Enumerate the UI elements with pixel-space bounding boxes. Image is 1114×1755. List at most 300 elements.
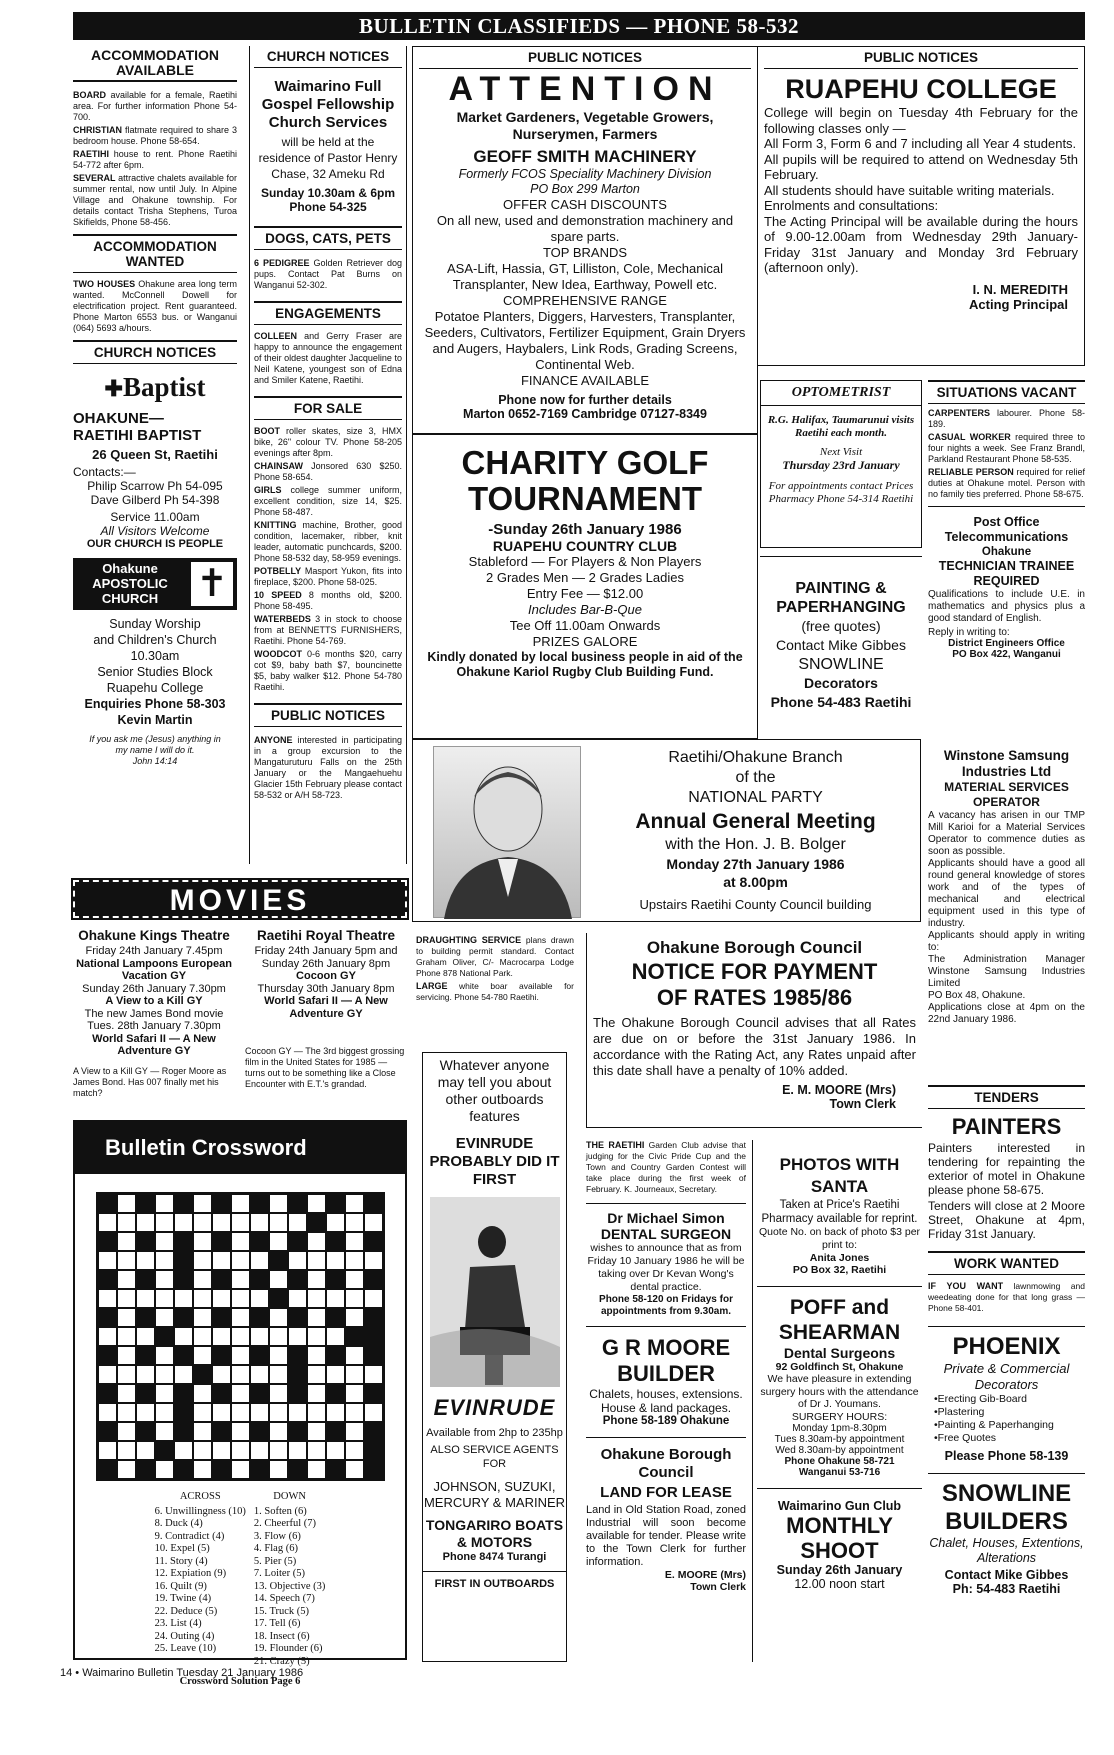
- crossword-block: [364, 1384, 383, 1403]
- crossword-cell[interactable]: [193, 1213, 212, 1232]
- classified-ad: GIRLS college summer uniform, excellent condition, size 14, $25. Phone 58-487.: [254, 485, 402, 517]
- painting-ad: PAINTING & PAPERHANGING (free quotes) Contact Mike Gibbes SNOWLINE Decorators Phone 54-483 Raetihi: [760, 556, 922, 726]
- crossword-block: [364, 1346, 383, 1365]
- dentist-ad: Dr Michael Simon DENTAL SURGEON wishes to announce that as from Friday 10 January 1986 he will be taking over Dr Kevan Wong's dental practice. Phone 58-120 on Fridays for appointments from 9.30am.: [586, 1203, 746, 1318]
- crossword-cell[interactable]: [136, 1403, 155, 1422]
- crossword-block: [288, 1460, 307, 1479]
- crossword-block: [155, 1441, 174, 1460]
- crossword-block: [326, 1422, 345, 1441]
- crossword-block: [155, 1327, 174, 1346]
- crossword-cell[interactable]: [117, 1308, 136, 1327]
- crossword-cell[interactable]: [98, 1365, 117, 1384]
- crossword-block: [136, 1308, 155, 1327]
- crossword-cell[interactable]: [155, 1194, 174, 1213]
- crossword-block: [193, 1365, 212, 1384]
- engagements-header: ENGAGEMENTS: [254, 301, 402, 325]
- crossword-cell[interactable]: [345, 1365, 364, 1384]
- crossword-cell[interactable]: [345, 1232, 364, 1251]
- crossword-block: [250, 1346, 269, 1365]
- crossword-block: [326, 1194, 345, 1213]
- down-clue: 14. Speech (7): [253, 1593, 315, 1604]
- crossword-cell[interactable]: [231, 1384, 250, 1403]
- crossword-block: [364, 1270, 383, 1289]
- winstone-ad: Winstone Samsung Industries Ltd MATERIAL SERVICES OPERATOR A vacancy has arisen in our TMP Mill Karioi for a Material Services Operator to commence duties as soon as possible. Applicants should have a good all round general knowledge of stores work and of the types of mechanical and electrical equipment used in this type of industry. Applicants should apply in writing to: The Administration Manager Winstone Samsung Industries Limited PO Box 48, Ohakune. Applications close at 4pm on the 22nd January 1986.: [928, 748, 1085, 1025]
- down-clue: 18. Insect (6): [253, 1630, 310, 1642]
- classified-ad: WOODCOT 0-6 months $20, carry cot $9, baby bath $7, bouncinette $5, baby walker $12. Phone 54-780 Raetihi.: [254, 649, 402, 692]
- crossword-cell[interactable]: [117, 1327, 136, 1346]
- crossword-cell[interactable]: [98, 1403, 117, 1422]
- crossword-cell[interactable]: [231, 1232, 250, 1251]
- telecom-ad: Post Office Telecommunications Ohakune TECHNICIAN TRAINEE REQUIRED Qualifications to include U.E. in mathematics and physics plus a good standard of English. Reply in writing to: District Engineers Office PO Box 422, Wanganui: [928, 506, 1085, 660]
- crossword-cell[interactable]: [193, 1422, 212, 1441]
- crossword-block: [98, 1346, 117, 1365]
- crossword-cell[interactable]: [231, 1327, 250, 1346]
- for-sale-header: FOR SALE: [254, 396, 402, 420]
- crossword-block: [345, 1327, 364, 1346]
- crossword-block: [250, 1422, 269, 1441]
- crossword-cell[interactable]: [98, 1327, 117, 1346]
- evinrude-logo: EVINRUDE: [433, 1395, 556, 1420]
- crossword-block: [288, 1270, 307, 1289]
- crossword-block: [326, 1460, 345, 1479]
- crossword-block: [136, 1422, 155, 1441]
- classified-ad: BOOT roller skates, size 3, HMX bike, 26" colour TV. Phone 58-205 evenings after 8pm.: [254, 426, 402, 458]
- center-small-ads: [586, 1140, 746, 1662]
- crossword-cell[interactable]: [288, 1213, 307, 1232]
- crossword-cell[interactable]: [155, 1384, 174, 1403]
- classified-ad: TWO HOUSES Ohakune area long term wanted. McConnell Dowell for electrification project. Rent guaranteed. Phone Marton 6553 bus. or Wanganui (064) 5693 a/hours.: [73, 279, 237, 333]
- crossword-cell[interactable]: [117, 1194, 136, 1213]
- crossword-cell[interactable]: [326, 1289, 345, 1308]
- crossword-block: [326, 1270, 345, 1289]
- crossword-cell[interactable]: [307, 1308, 326, 1327]
- crossword-cell[interactable]: [212, 1365, 231, 1384]
- crossword-cell[interactable]: [288, 1403, 307, 1422]
- center-right-small-ads: [752, 1140, 922, 1662]
- classified-ad: KNITTING machine, Brother, good condition, lacemaker, ribber, knit leader, automatic punchcards, $200. Phone 58-532 day, 58-959 evenings.: [254, 520, 402, 563]
- crossword-block: [212, 1460, 231, 1479]
- crossword-cell[interactable]: [345, 1346, 364, 1365]
- crossword-block: [174, 1403, 193, 1422]
- crossword-cell[interactable]: [326, 1251, 345, 1270]
- crossword-cell[interactable]: [155, 1251, 174, 1270]
- snowline-builders-ad: SNOWLINE BUILDERS Chalet, Houses, Extentions, Alterations Contact Mike Gibbes Ph: 54-483 Raetihi: [928, 1473, 1085, 1596]
- crossword-cell[interactable]: [231, 1346, 250, 1365]
- crossword-cell[interactable]: [250, 1403, 269, 1422]
- across-clue: 22. Deduce (5): [154, 1605, 218, 1617]
- down-clue: 17. Tell (6): [253, 1618, 301, 1629]
- crossword-cell[interactable]: [231, 1308, 250, 1327]
- crossword-cell[interactable]: [326, 1327, 345, 1346]
- crossword-cell[interactable]: [117, 1289, 136, 1308]
- crossword-block: [174, 1232, 193, 1251]
- crossword-cell[interactable]: [117, 1270, 136, 1289]
- crossword-block: [250, 1460, 269, 1479]
- crossword-cell[interactable]: [250, 1289, 269, 1308]
- crossword-block: [250, 1194, 269, 1213]
- crossword-cell[interactable]: [155, 1346, 174, 1365]
- crossword-cell[interactable]: [117, 1441, 136, 1460]
- crossword-cell[interactable]: [174, 1289, 193, 1308]
- outboard-motor-photo: [430, 1197, 560, 1387]
- evinrude-ad: Whatever anyone may tell you about other outboards features EVINRUDE PROBABLY DID IT FIRST EVINRUDE Available from 2hp to 235hp ALSO SERVICE AGENTS FOR JOHNSON, SUZUKI, MERCURY & MARINER TONGARIRO BOATS & MOTORS Phone 8474 Turangi FIRST IN OUTBOARDS: [422, 1052, 567, 1662]
- crossword-cell[interactable]: [250, 1365, 269, 1384]
- classified-ad: WATERBEDS 3 in stock to choose from at BENNETTS FURNISHERS, Raetihi. Phone 54-769.: [254, 614, 402, 646]
- crossword-cell[interactable]: [174, 1213, 193, 1232]
- crossword-block: [212, 1194, 231, 1213]
- portrait-photo: [433, 746, 581, 918]
- crossword-cell[interactable]: [193, 1194, 212, 1213]
- classified-ad: CHRISTIAN flatmate required to share 3 bedroom house. Phone 58-654.: [73, 125, 237, 146]
- classified-ad: RAETIHI house to rent. Phone Raetihi 54-772 after 6pm.: [73, 149, 237, 170]
- crossword-cell[interactable]: [288, 1441, 307, 1460]
- crossword-block: [136, 1194, 155, 1213]
- across-clue: 16. Quilt (9): [154, 1580, 207, 1592]
- crossword-cell[interactable]: [155, 1308, 174, 1327]
- santa-photos-ad: PHOTOS WITH SANTA Taken at Price's Raetihi Pharmacy available for reprint. Quote No. on back of photo $3 per print to: Anita Jones PO Box 32, Raetihi: [758, 1155, 921, 1276]
- crossword-cell[interactable]: [231, 1365, 250, 1384]
- crossword-cell[interactable]: [98, 1441, 117, 1460]
- crossword-block: [174, 1270, 193, 1289]
- accommodation-available-header: ACCOMMODATION AVAILABLE: [73, 46, 237, 82]
- crossword-block: [136, 1232, 155, 1251]
- crossword-cell[interactable]: [269, 1422, 288, 1441]
- crossword-cell[interactable]: [212, 1441, 231, 1460]
- classified-ad: POTBELLY Masport Yukon, fits into fireplace, $200. Phone 58-025.: [254, 566, 402, 587]
- crossword-cell[interactable]: [98, 1289, 117, 1308]
- crossword-cell[interactable]: [212, 1403, 231, 1422]
- crossword-cell[interactable]: [364, 1251, 383, 1270]
- crossword-cell[interactable]: [269, 1441, 288, 1460]
- crossword-cell[interactable]: [193, 1441, 212, 1460]
- crossword-block: [326, 1308, 345, 1327]
- crossword-block: [326, 1232, 345, 1251]
- crossword-cell[interactable]: [269, 1403, 288, 1422]
- classified-ad: CARPENTERS labourer. Phone 58-189.: [928, 408, 1085, 429]
- crossword-cell[interactable]: [326, 1365, 345, 1384]
- crossword-grid[interactable]: [96, 1192, 385, 1481]
- gospel-fellowship-ad: Waimarino Full Gospel Fellowship Church Services will be held at the residence of Pastor Henry Chase, 32 Ameku Rd Sunday 10.30am & 6pm Phone 54-325: [258, 78, 398, 214]
- crossword-cell[interactable]: [98, 1251, 117, 1270]
- draughting-ad: DRAUGHTING SERVICE plans drawn to building permit standard. Contact Graham Oliver, C/- Macrocarpa Lodge Phone 878 National Park. LARGE white boar available for servicing. Phone 54-780 Raetihi.: [416, 935, 574, 1002]
- crossword-block: [364, 1232, 383, 1251]
- classified-ad: CHAINSAW Jonsored 630 $250. Phone 58-654.: [254, 461, 402, 482]
- crossword-block: [98, 1308, 117, 1327]
- crossword-cell[interactable]: [117, 1213, 136, 1232]
- crossword-block: [364, 1194, 383, 1213]
- crossword-block: [212, 1232, 231, 1251]
- crossword-cell[interactable]: [155, 1289, 174, 1308]
- crossword-cell[interactable]: [193, 1251, 212, 1270]
- crossword-cell[interactable]: [345, 1270, 364, 1289]
- crossword-cell[interactable]: [288, 1327, 307, 1346]
- crossword-block: [136, 1460, 155, 1479]
- crossword-cell[interactable]: [269, 1308, 288, 1327]
- crossword-cell[interactable]: [231, 1251, 250, 1270]
- public-notices-header: PUBLIC NOTICES: [254, 703, 402, 727]
- crossword-cell[interactable]: [155, 1422, 174, 1441]
- dogs-cats-pets-header: DOGS, CATS, PETS: [254, 226, 402, 250]
- crossword-cell[interactable]: [269, 1194, 288, 1213]
- royal-theatre-listing: Raetihi Royal Theatre Friday 24th January 5pm and Sunday 26th January 8pm Cocoon GY Thursday 30th January 8pm World Safari II — A New Adventure GY Cocoon GY — The 3rd biggest grossing film in the United States for 1985 — turns out to be something like a Close Encounter with E.T.'s grandad.: [245, 928, 405, 1089]
- crossword-cell[interactable]: [231, 1270, 250, 1289]
- crossword-block: [364, 1308, 383, 1327]
- crossword-clues: ACROSS DOWN 6. Unwillingness (10) 8. Duck (4) 9. Contradict (4) 10. Expel (5) 11. Story (4) 12. Expiation (9) 16. Quilt (9) 19. Twine (4) 22. Deduce (5) 23. List (4) 24. Outing (4) 25. Leave (10) 1. Soften (6) 2. Cheerful (7) 3. Flow (6) 4. Flag (6) 5. Pier (5) 7. Loiter (5) 13. Objective (3) 14. Speech (7) 15. Truck (5) 17. Tell (6) 18. Insect (6) 19. Flounder (6) 21. Crazy (5): [154, 1491, 326, 1667]
- baptist-logo: ✚Baptist: [104, 372, 206, 402]
- crossword-cell[interactable]: [231, 1460, 250, 1479]
- crossword-block: [288, 1422, 307, 1441]
- across-clue: 19. Twine (4): [154, 1593, 212, 1604]
- crossword-cell[interactable]: [269, 1232, 288, 1251]
- church-notices-header: CHURCH NOTICES: [73, 340, 237, 364]
- crossword-cell[interactable]: [307, 1422, 326, 1441]
- crossword-cell[interactable]: [364, 1365, 383, 1384]
- crossword-block: [288, 1384, 307, 1403]
- down-clue: 7. Loiter (5): [253, 1568, 305, 1579]
- crossword-cell[interactable]: [250, 1251, 269, 1270]
- crossword-block: [98, 1232, 117, 1251]
- across-clue: 8. Duck (4): [154, 1518, 203, 1529]
- crossword-cell[interactable]: [136, 1441, 155, 1460]
- crossword-cell[interactable]: [136, 1327, 155, 1346]
- crossword-block: [288, 1232, 307, 1251]
- crossword-cell[interactable]: [307, 1251, 326, 1270]
- crossword-block: [364, 1422, 383, 1441]
- crossword-cell[interactable]: [231, 1403, 250, 1422]
- crossword-cell[interactable]: [117, 1384, 136, 1403]
- down-clue: 2. Cheerful (7): [253, 1518, 317, 1529]
- crossword-block: [174, 1422, 193, 1441]
- crossword-cell[interactable]: [345, 1441, 364, 1460]
- crossword-cell[interactable]: [193, 1308, 212, 1327]
- crossword-cell[interactable]: [326, 1403, 345, 1422]
- crossword-cell[interactable]: [212, 1327, 231, 1346]
- crossword-cell[interactable]: [155, 1213, 174, 1232]
- crossword-cell[interactable]: [307, 1270, 326, 1289]
- classified-ad: BOARD available for a female, Raetihi area. For further information Phone 54-700.: [73, 90, 237, 122]
- crossword-cell[interactable]: [345, 1384, 364, 1403]
- crossword-cell[interactable]: [136, 1289, 155, 1308]
- crossword-cell[interactable]: [307, 1289, 326, 1308]
- crossword-cell[interactable]: [250, 1441, 269, 1460]
- crossword-cell[interactable]: [155, 1403, 174, 1422]
- crossword-cell[interactable]: [269, 1213, 288, 1232]
- crossword-cell[interactable]: [193, 1289, 212, 1308]
- down-clue: 19. Flounder (6): [253, 1643, 323, 1654]
- down-clue: 1. Soften (6): [253, 1505, 307, 1517]
- crossword-block: [212, 1384, 231, 1403]
- crossword-block: [288, 1365, 307, 1384]
- rates-notice-ad: Ohakune Borough Council NOTICE FOR PAYMENT OF RATES 1985/86 The Ohakune Borough Council advises that all Rates are due on or before the 31st January 1986. In accordance with the Rating Act, any Rates unpaid after this date shall have a penalty of 10% added. E. M. MOORE (Mrs) Town Clerk: [586, 933, 922, 1128]
- crossword-cell[interactable]: [307, 1384, 326, 1403]
- down-clue: 21. Crazy (5): [253, 1655, 310, 1667]
- crossword-cell[interactable]: [288, 1289, 307, 1308]
- crossword-cell[interactable]: [212, 1289, 231, 1308]
- crossword-cell[interactable]: [193, 1384, 212, 1403]
- situations-vacant-section: SITUATIONS VACANT CARPENTERS labourer. Phone 58-189. CASUAL WORKER required three to four nights a week. See Franz Brandl, Parkland Restaurant Phone 58-535. RELIABLE PERSON required for relief duties at Ohakune motel. Person with no family ties preferred. Phone 58-675. Post Office Telecommunications Ohakune TECHNICIAN TRAINEE REQUIRED Qualifications to include U.E. in mathematics and physics plus a good standard of English. Reply in writing to: District Engineers Office PO Box 422, Wanganui: [928, 380, 1085, 730]
- crossword-cell[interactable]: [364, 1403, 383, 1422]
- crossword-cell[interactable]: [345, 1194, 364, 1213]
- crossword-block: [174, 1384, 193, 1403]
- crossword-cell[interactable]: [345, 1213, 364, 1232]
- crossword-cell[interactable]: [117, 1460, 136, 1479]
- crossword-block: [136, 1270, 155, 1289]
- crossword-block: [174, 1308, 193, 1327]
- crossword-cell[interactable]: [326, 1441, 345, 1460]
- crossword-cell[interactable]: [117, 1232, 136, 1251]
- crossword-block: [212, 1308, 231, 1327]
- down-clue: 5. Pier (5): [253, 1555, 297, 1567]
- crossword-cell[interactable]: [269, 1384, 288, 1403]
- down-clue: 13. Objective (3): [253, 1580, 326, 1592]
- movies-banner: MOVIES: [73, 880, 407, 918]
- banner: BULLETIN CLASSIFIEDS — PHONE 58-532: [73, 12, 1085, 40]
- crossword-cell[interactable]: [136, 1213, 155, 1232]
- apostolic-ad: Sunday Worship and Children's Church 10.30am Senior Studies Block Ruapehu College Enquiries Phone 58-303 Kevin Martin If you ask me (Jesus) anything in my name I will do it. John 14:14: [84, 617, 226, 766]
- crossword-cell[interactable]: [136, 1365, 155, 1384]
- classified-ad: COLLEEN and Gerry Fraser are happy to announce the engagement of their oldest daughter Jacqueline to Neil Katene, youngest son of Edna and Smiler Katene, Raetihi.: [254, 331, 402, 385]
- crossword-block: [250, 1308, 269, 1327]
- cross-icon: ✝: [191, 562, 233, 606]
- crossword-cell[interactable]: [307, 1441, 326, 1460]
- crossword-cell[interactable]: [288, 1251, 307, 1270]
- crossword-block: [98, 1422, 117, 1441]
- crossword-cell[interactable]: [307, 1365, 326, 1384]
- crossword-cell[interactable]: [269, 1460, 288, 1479]
- crossword-cell[interactable]: [345, 1289, 364, 1308]
- crossword-block: [326, 1346, 345, 1365]
- crossword-cell[interactable]: [193, 1232, 212, 1251]
- crossword-cell[interactable]: [269, 1270, 288, 1289]
- across-clue: 10. Expel (5): [154, 1543, 210, 1554]
- crossword-block: [212, 1270, 231, 1289]
- classified-ad: RELIABLE PERSON required for relief duties at Ohakune motel. Person with no family ties preferred. Phone 58-675.: [928, 467, 1085, 499]
- crossword-cell[interactable]: [117, 1422, 136, 1441]
- garden-club-ad: THE RAETIHI Garden Club advise that judging for the Civic Pride Cup and the Town and Country Garden Contest will take place during the first week of February. K. Journeaux, Secretary.: [586, 1140, 746, 1194]
- crossword-cell[interactable]: [345, 1308, 364, 1327]
- crossword-block: [98, 1460, 117, 1479]
- crossword-block: [288, 1308, 307, 1327]
- crossword-cell[interactable]: [155, 1270, 174, 1289]
- crossword-cell[interactable]: [193, 1327, 212, 1346]
- crossword-cell[interactable]: [193, 1346, 212, 1365]
- crossword-cell[interactable]: [269, 1365, 288, 1384]
- crossword-block: [98, 1384, 117, 1403]
- crossword-cell[interactable]: [117, 1346, 136, 1365]
- crossword-cell[interactable]: [193, 1403, 212, 1422]
- crossword-cell[interactable]: [231, 1194, 250, 1213]
- crossword-cell[interactable]: [193, 1270, 212, 1289]
- crossword-cell[interactable]: [345, 1251, 364, 1270]
- crossword-cell[interactable]: [212, 1251, 231, 1270]
- crossword-block: [174, 1460, 193, 1479]
- gun-club-ad: Waimarino Gun Club MONTHLY SHOOT Sunday 26th January 12.00 noon start: [757, 1488, 922, 1591]
- crossword-cell[interactable]: [117, 1365, 136, 1384]
- crossword-cell[interactable]: [212, 1213, 231, 1232]
- apostolic-logo: Ohakune APOSTOLIC CHURCH ✝: [73, 558, 237, 610]
- crossword-block: [174, 1194, 193, 1213]
- crossword-block: [250, 1384, 269, 1403]
- crossword-cell[interactable]: [269, 1346, 288, 1365]
- crossword-block: [288, 1194, 307, 1213]
- crossword-block: [364, 1460, 383, 1479]
- crossword-block: [174, 1346, 193, 1365]
- crossword-cell[interactable]: [155, 1460, 174, 1479]
- crossword-cell[interactable]: [117, 1251, 136, 1270]
- crossword-block: [98, 1270, 117, 1289]
- down-clue: 3. Flow (6): [253, 1530, 301, 1542]
- crossword-cell[interactable]: [345, 1422, 364, 1441]
- across-clue: 6. Unwillingness (10): [154, 1505, 246, 1517]
- baptist-ad: ✚Baptist OHAKUNE— RAETIHI BAPTIST 26 Queen St, Raetihi Contacts:— Philip Scarrow Ph 54-095 Dave Gilberd Ph 54-398 Service 11.00am All Visitors Welcome OUR CHURCH IS PEOPLE: [73, 370, 237, 550]
- crossword-cell[interactable]: [174, 1327, 193, 1346]
- crossword-cell[interactable]: [307, 1194, 326, 1213]
- crossword-block: [364, 1327, 383, 1346]
- gr-moore-builder-ad: G R MOORE BUILDER Chalets, houses, extensions. House & land packages. Phone 58-189 Ohakune: [586, 1326, 746, 1427]
- attention-ad: PUBLIC NOTICES ATTENTION Market Gardeners, Vegetable Growers, Nurserymen, Farmers GEOFF SMITH MACHINERY Formerly FCOS Speciality Machinery Division PO Box 299 Marton OFFER CASH DISCOUNTS On all new, used and demonstration machinery and spare parts. TOP BRANDS ASA-Lift, Hassia, GT, Lilliston, Cole, Mechanical Transplanter, New Idea, Earthway, Powell etc. COMPREHENSIVE RANGE Potatoe Planters, Diggers, Harvesters, Transplanter, Seeders, Cultivators, Fertilizer Equipment, Grain Dryers and Augers, Haybalers, Link Rods, Grading Screens, Continental Web. FINANCE AVAILABLE Phone now for further details Marton 0652-7169 Cambridge 07127-8349 CHARITY GOLF TOURNAMENT -Sunday 26th January 1986 RUAPEHU COUNTRY CLUB Stableford — For Players & Non Players 2 Grades Men — 2 Grades Ladies Entry Fee — $12.00 Includes Bar-B-Que Tee Off 11.00am Onwards PRIZES GALORE Kindly donated by local business people in aid of the Ohakune Kariol Rugby Club Building Fund.: [412, 46, 758, 739]
- crossword-cell[interactable]: [269, 1327, 288, 1346]
- down-clue: 4. Flag (6): [253, 1543, 298, 1554]
- church-notices-header: CHURCH NOTICES: [254, 46, 402, 68]
- crossword-cell[interactable]: [307, 1403, 326, 1422]
- classified-ad: ANYONE interested in participating in a group excursion to the Mangaturuturu Falls on the 25th January or the Mangaehuehu Glacier 15th February please contact 58-532 or A/H 58-723.: [254, 735, 402, 800]
- crossword-block: [212, 1346, 231, 1365]
- crossword-cell[interactable]: [174, 1441, 193, 1460]
- crossword-cell[interactable]: [231, 1441, 250, 1460]
- crossword-block: [136, 1384, 155, 1403]
- page-footer: 14 • Waimarino Bulletin Tuesday 21 January 1986: [60, 1667, 304, 1679]
- optometrist-ad: OPTOMETRIST R.G. Halifax, Taumarunui visits Raetihi each month. Next Visit Thursday 23rd January For appointments contact Prices Pharmacy Phone 54-314 Raetihi: [760, 380, 922, 548]
- crossword-cell[interactable]: [307, 1346, 326, 1365]
- crossword-cell[interactable]: [98, 1213, 117, 1232]
- crossword-cell[interactable]: [117, 1403, 136, 1422]
- classified-ad: 6 PEDIGREE Golden Retriever dog pups. Contact Pat Burns on Wanganui 52-302.: [254, 258, 402, 290]
- crossword-block: [288, 1346, 307, 1365]
- crossword-block: [250, 1232, 269, 1251]
- crossword-cell[interactable]: [250, 1213, 269, 1232]
- crossword-cell[interactable]: [364, 1289, 383, 1308]
- crossword-block: [269, 1289, 288, 1308]
- crossword-cell[interactable]: [231, 1289, 250, 1308]
- crossword-solution-note: Crossword Solution Page 6: [179, 1676, 301, 1687]
- poff-shearman-ad: POFF and SHEARMAN Dental Surgeons 92 Goldfinch St, Ohakune We have pleasure in extending surgery hours with the attendance of Dr J. Youmans. SURGERY HOURS: Monday 1pm-8.30pm Tues 8.30am-by appointment Wed 8.30am-by appointment Phone Ohakune 58-721 Wanganui 53-716: [757, 1286, 922, 1478]
- crossword-cell[interactable]: [155, 1232, 174, 1251]
- land-for-lease-ad: Ohakune Borough Council LAND FOR LEASE Land in Old Station Road, zoned Industrial will soon become available for tender. Please write to the Town Clerk for further information. E. MOORE (Mrs) Town Clerk: [586, 1437, 746, 1593]
- down-clue: 15. Truck (5): [253, 1605, 310, 1617]
- crossword-cell[interactable]: [326, 1213, 345, 1232]
- crossword-cell[interactable]: [174, 1365, 193, 1384]
- crossword-cell[interactable]: [250, 1327, 269, 1346]
- crossword-cell[interactable]: [307, 1460, 326, 1479]
- column-1: [73, 46, 237, 861]
- crossword-cell[interactable]: [345, 1403, 364, 1422]
- crossword-cell[interactable]: [345, 1460, 364, 1479]
- movies-section: [73, 880, 407, 1120]
- crossword-block: [269, 1251, 288, 1270]
- classified-ad: 10 SPEED 8 months old, $200. Phone 58-495.: [254, 590, 402, 611]
- crossword-cell[interactable]: [307, 1327, 326, 1346]
- crossword-cell[interactable]: [231, 1422, 250, 1441]
- crossword-cell[interactable]: [364, 1213, 383, 1232]
- classified-ad: IF YOU WANT lawnmowing and weedeating done for that long grass — Phone 58-401.: [928, 1281, 1085, 1313]
- crossword-cell[interactable]: [231, 1213, 250, 1232]
- crossword-cell[interactable]: [136, 1251, 155, 1270]
- golf-tournament-ad: CHARITY GOLF TOURNAMENT -Sunday 26th January 1986 RUAPEHU COUNTRY CLUB Stableford — For Players & Non Players 2 Grades Men — 2 Grades Ladies Entry Fee — $12.00 Includes Bar-B-Que Tee Off 11.00am Onwards PRIZES GALORE Kindly donated by local business people in aid of the Ohakune Kariol Rugby Club Building Fund.: [413, 433, 757, 680]
- classified-ad: CASUAL WORKER required three to four nights a week. See Franz Brandl, Parkland Restaurant Phone 58-535.: [928, 432, 1085, 464]
- crossword-cell[interactable]: [155, 1365, 174, 1384]
- crossword-cell[interactable]: [307, 1232, 326, 1251]
- crossword-cell[interactable]: [193, 1460, 212, 1479]
